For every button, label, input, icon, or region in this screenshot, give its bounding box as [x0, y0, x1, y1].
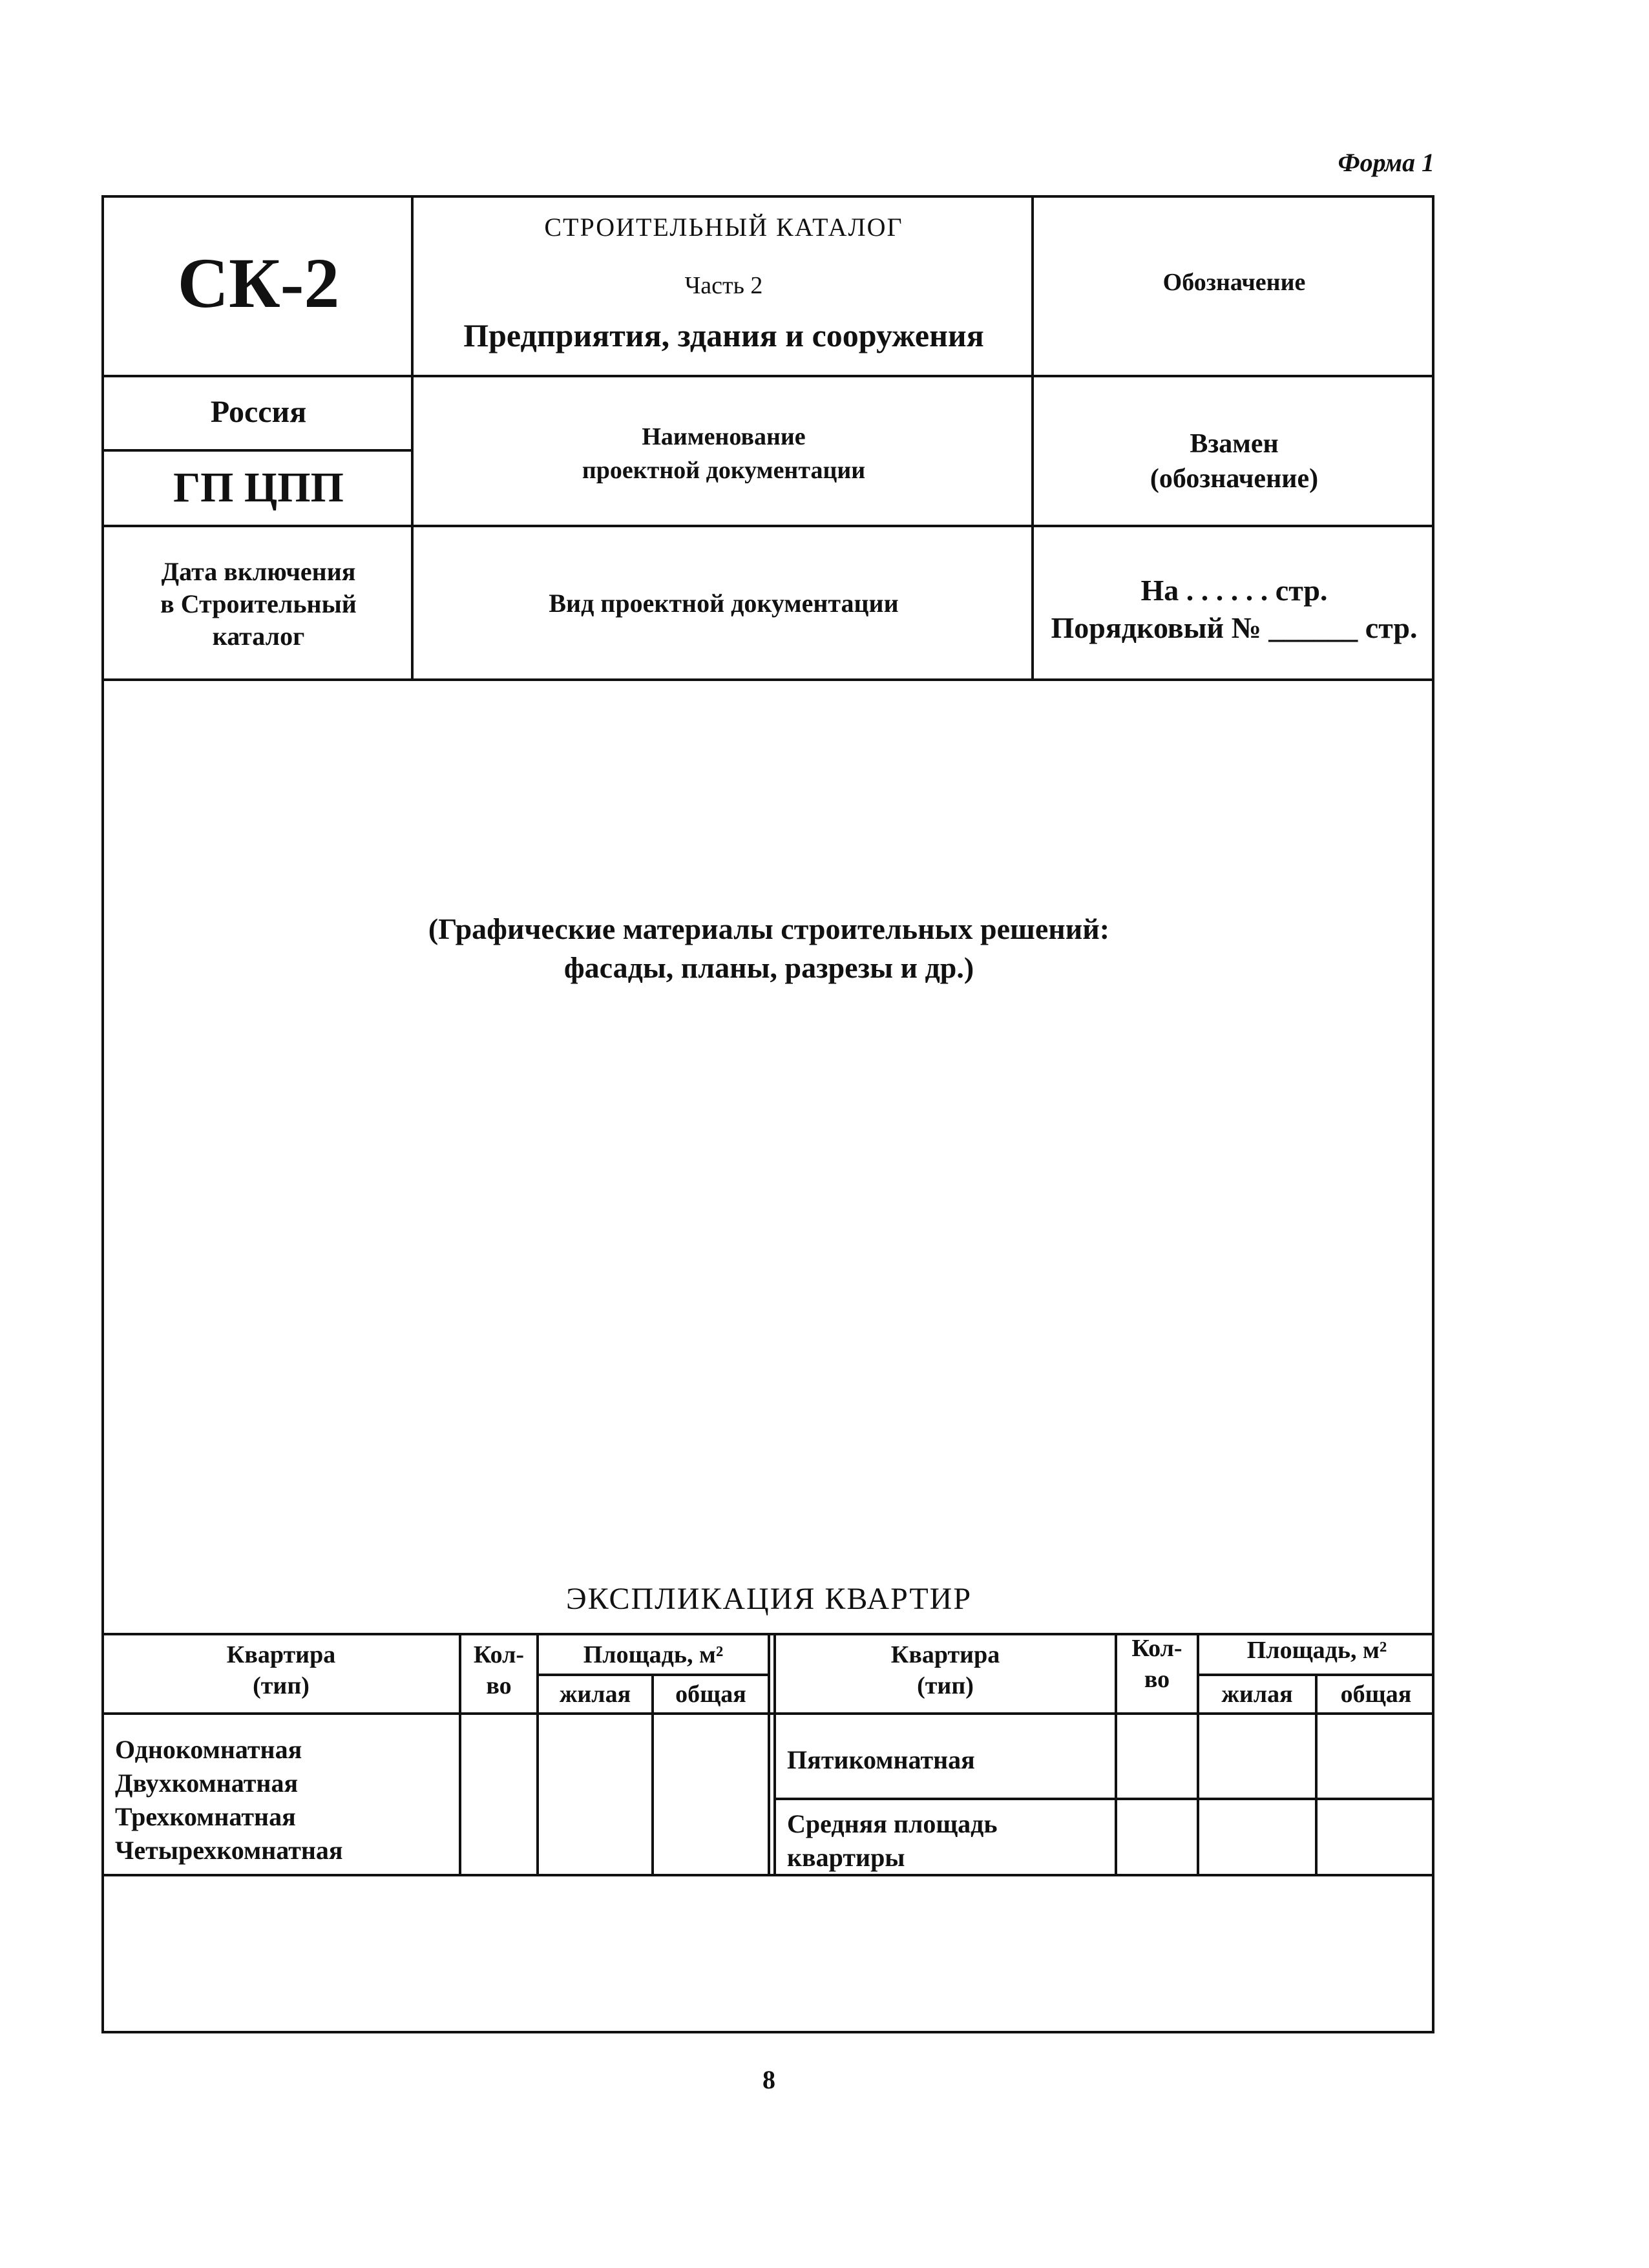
designation-label: Обозначение	[1162, 269, 1306, 296]
table-col-area-right	[1197, 1633, 1199, 1875]
header-area-right: Площадь, м²	[1246, 1637, 1387, 1664]
divider-header-row2	[101, 525, 1434, 527]
apartment-type-row: Трехкомнатная	[115, 1802, 296, 1831]
inclusion-date-label	[103, 556, 414, 653]
catalog-code: СК-2	[177, 244, 340, 322]
header-living-left: жилая	[559, 1681, 631, 1708]
document-type-label: Вид проектной документации	[549, 589, 899, 618]
header-apartment-type-right	[776, 1639, 1115, 1701]
header-apartment-line1-right: Квартира	[890, 1641, 1000, 1668]
inclusion-date-line3: каталог	[212, 622, 305, 651]
five-room-row: Пятикомнатная	[787, 1745, 975, 1774]
header-count-line2: во	[486, 1672, 512, 1699]
apartment-types-list	[115, 1733, 457, 1867]
catalog-part: Часть 2	[684, 272, 763, 299]
country-label: Россия	[210, 395, 307, 429]
graphic-materials-line1: (Графические материалы строительных решений:	[428, 912, 1110, 945]
pages-count-line: На . . . . . . стр.	[1140, 574, 1328, 607]
average-area-line1: Средняя площадь	[787, 1809, 998, 1838]
pages-info	[1034, 572, 1434, 647]
header-count-line1: Кол-	[473, 1641, 525, 1668]
header-count-line2-right: во	[1144, 1666, 1170, 1693]
graphic-materials-placeholder	[103, 910, 1434, 987]
replaces-label	[1034, 426, 1434, 496]
header-living-right: жилая	[1221, 1681, 1293, 1708]
header-count-line1-right: Кол-	[1131, 1635, 1182, 1662]
divider-header-row-russia	[101, 449, 414, 452]
apartment-type-row: Двухкомнатная	[115, 1769, 299, 1798]
inclusion-date-line2: в Строительный	[160, 589, 357, 618]
header-total-left: общая	[675, 1681, 746, 1708]
average-area-row	[787, 1807, 1110, 1874]
header-area-left: Площадь, м²	[583, 1641, 724, 1668]
form-label: Форма 1	[1338, 148, 1434, 177]
table-right-row-divider	[773, 1798, 1434, 1800]
inclusion-date-line1: Дата включения	[161, 557, 356, 586]
replaces-line1: Взамен	[1190, 429, 1279, 459]
header-apartment-line2-right: (тип)	[917, 1672, 974, 1699]
header-count-right	[1117, 1633, 1197, 1695]
header-apartment-line1: Квартира	[226, 1641, 336, 1668]
table-col-separator-a	[768, 1633, 770, 1875]
average-area-line2: квартиры	[787, 1843, 905, 1872]
header-total-right: общая	[1340, 1681, 1412, 1708]
divider-header-row3	[101, 678, 1434, 681]
catalog-subtitle: Предприятия, здания и сооружения	[463, 317, 984, 353]
document-name-line1: Наименование	[642, 423, 806, 450]
document-name-label	[414, 420, 1034, 487]
document-name-line2: проектной документации	[582, 457, 866, 484]
graphic-materials-line2: фасады, планы, разрезы и др.)	[563, 951, 974, 984]
organization-label: ГП ЦПП	[173, 464, 344, 511]
header-apartment-line2: (тип)	[253, 1672, 310, 1699]
apartment-type-row: Однокомнатная	[115, 1735, 302, 1764]
apartment-type-row: Четырехкомнатная	[115, 1836, 343, 1865]
replaces-line2: (обозначение)	[1150, 464, 1319, 494]
page-number: 8	[762, 2065, 775, 2094]
header-count-left	[461, 1639, 536, 1701]
catalog-title: СТРОИТЕЛЬНЫЙ КАТАЛОГ	[544, 213, 903, 242]
divider-header-row1	[101, 375, 1434, 377]
header-apartment-type-left	[103, 1639, 459, 1701]
serial-number-line: Порядковый № ______ стр.	[1051, 611, 1418, 644]
explication-title: ЭКСПЛИКАЦИЯ КВАРТИР	[565, 1582, 972, 1616]
